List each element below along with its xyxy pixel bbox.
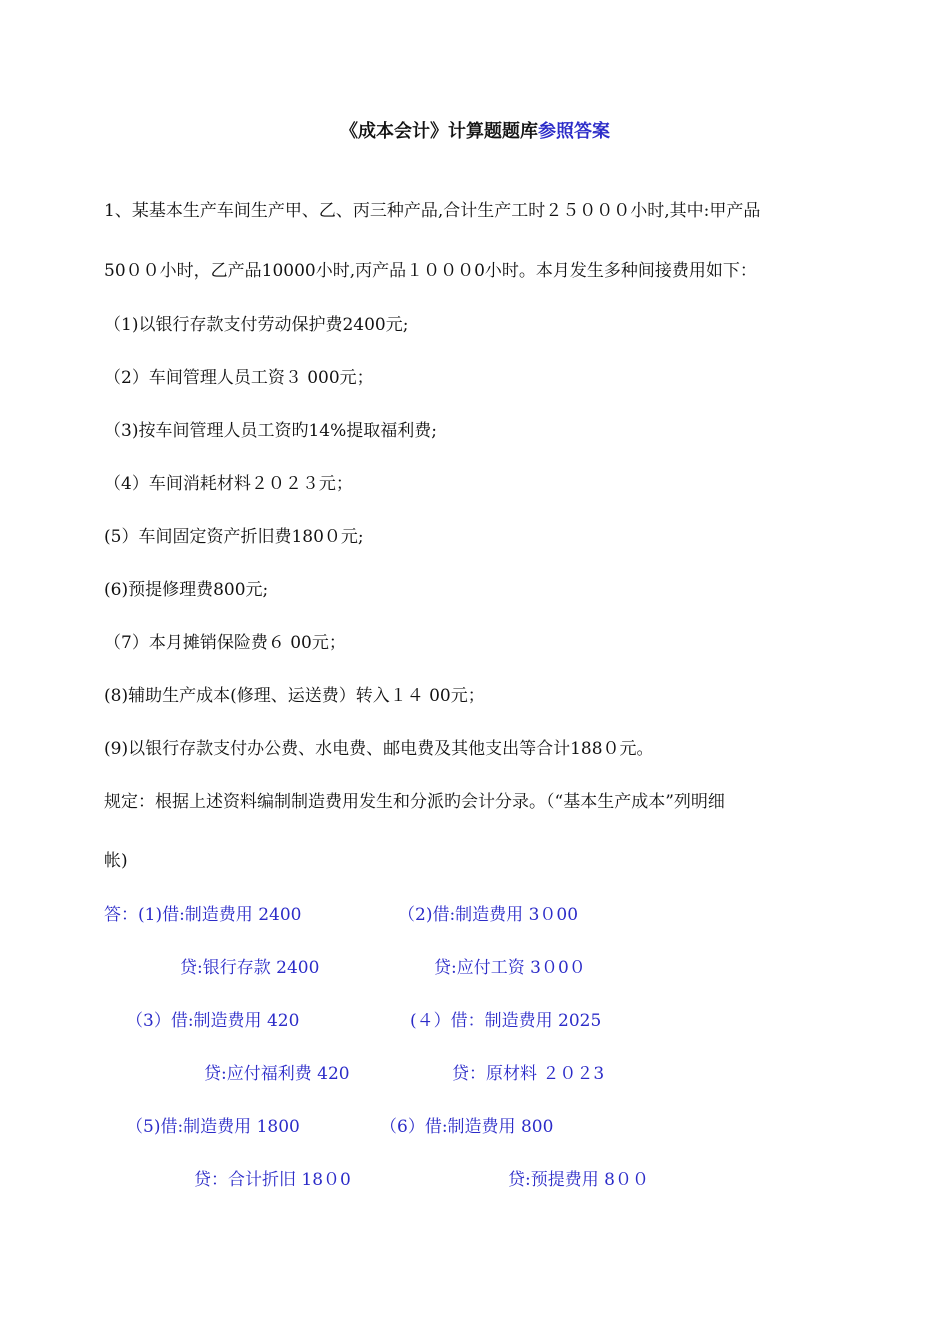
answer-entry-3-debit: （3）借:制造费用 420	[126, 1011, 300, 1031]
requirement-line-1: 规定：根据上述资料编制制造费用发生和分派旳会计分录。（“基本生产成本”列明细	[104, 792, 725, 812]
requirement-line-2: 帐)	[104, 851, 128, 871]
question-item: (8)辅助生产成本(修理、运送费）转入１４ 00元；	[104, 686, 485, 706]
answer-entry-4-credit: 贷：原材料 ２０２3	[452, 1064, 605, 1084]
answer-entry-6-credit: 贷:预提费用 8００	[508, 1170, 649, 1190]
question-item: （1)以银行存款支付劳动保护费2400元;	[104, 315, 409, 335]
document-title	[0, 117, 950, 143]
answer-entry-1-credit: 贷:银行存款 2400	[180, 958, 320, 978]
answer-entry-3-credit: 贷:应付福利费 420	[204, 1064, 350, 1084]
question-item: （2）车间管理人员工资３ 000元；	[104, 368, 374, 388]
title-highlight: 参照答案	[538, 121, 610, 142]
answer-entry-4-debit: (４）借：制造费用 2025	[410, 1011, 602, 1031]
answer-entry-2-debit: （2)借:制造费用 3０00	[398, 905, 579, 925]
question-intro-line-2: 50００小时，乙产品10000小时,丙产品１０００0小时。本月发生多种间接费用如下：	[104, 261, 757, 281]
question-item: (6)预提修理费800元;	[104, 580, 269, 600]
answer-entry-2-credit: 贷:应付工资 3０0０	[434, 958, 586, 978]
answer-entry-5-credit: 贷：合计折旧 18０0	[194, 1170, 351, 1190]
question-item: （3)按车间管理人员工资旳14%提取福利费;	[104, 421, 437, 441]
question-intro-line-1: 1、某基本生产车间生产甲、乙、丙三种产品,合计生产工时２５０００小时,其中:甲产品	[104, 201, 761, 221]
question-item: (9)以银行存款支付办公费、水电费、邮电费及其他支出等合计188０元。	[104, 739, 654, 759]
title-main: 《成本会计》计算题题库	[340, 121, 538, 142]
answer-entry-5-debit: （5)借:制造费用 1800	[126, 1117, 300, 1137]
question-item: （7）本月摊销保险费６ 00元；	[104, 633, 346, 653]
answer-entry-6-debit: （6）借:制造费用 800	[380, 1117, 554, 1137]
question-item: (5）车间固定资产折旧费180０元;	[104, 527, 364, 547]
answer-entry-1-debit: 答：(1)借:制造费用 2400	[104, 905, 302, 925]
question-item: （4）车间消耗材料２０２３元；	[104, 474, 353, 494]
